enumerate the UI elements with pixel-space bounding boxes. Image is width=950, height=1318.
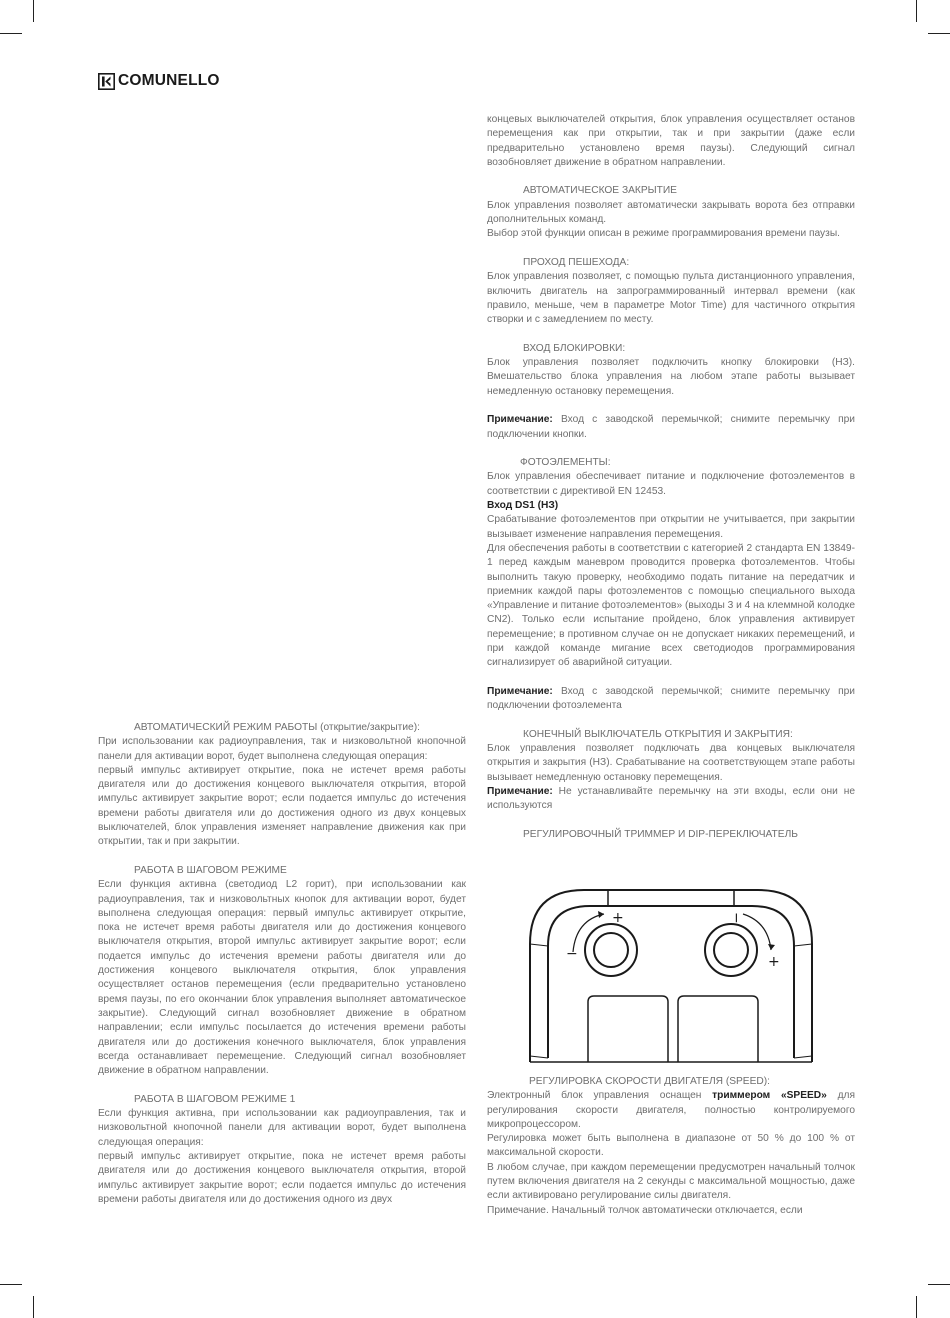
paragraph: Регулировка может быть выполнена в диапазоне от 50 % до 100 % от максимальной скорости. [487, 1133, 855, 1159]
board-top-tab [608, 890, 734, 906]
note-text: Вход с заводской перемычкой; снимите перемычку при подключении фотоэлемента [487, 685, 855, 712]
section-title: АВТОМАТИЧЕСКОЕ ЗАКРЫТИЕ [523, 185, 677, 197]
note [487, 413, 855, 442]
trimmer-right-outer [705, 924, 757, 976]
paragraph: Срабатывание фотоэлементов при открытии не учитывается, при закрытии вызывает изменение направления перемещения. [487, 514, 855, 540]
trimmer-diagram [528, 886, 814, 1064]
paragraph: Примечание. Начальный толчок автоматически отключается, если [487, 1204, 803, 1216]
speed-section [487, 1075, 855, 1218]
trimmer-left-inner [594, 933, 628, 967]
subsection-title: Вход DS1 (НЗ) [487, 500, 559, 512]
connector-right [678, 996, 758, 1062]
section-title: ПРОХОД ПЕШЕХОДА: [523, 256, 630, 268]
connector-left [588, 996, 668, 1062]
paragraph: Электронный блок управления оснащен триммером «SPEED» для регулирования скорости двигателя, полностью контролируемого микропроцессором. [487, 1090, 855, 1130]
trimmer-right-inner [714, 933, 748, 967]
crop-mark [33, 1296, 34, 1318]
section-title: КОНЕЧНЫЙ ВЫКЛЮЧАТЕЛЬ ОТКРЫТИЯ И ЗАКРЫТИЯ: [523, 728, 793, 740]
plus-left-sign: + [612, 910, 624, 926]
section-title: РАБОТА В ШАГОВОМ РЕЖИМЕ 1 [134, 1093, 296, 1105]
note-text: Вход с заводской перемычкой; снимите перемычку при подключении кнопки. [487, 414, 855, 440]
comunello-logo-icon [98, 73, 115, 90]
section-title: ФОТОЭЛЕМЕНТЫ: [520, 457, 611, 469]
note [487, 685, 855, 714]
arrow-left-head [598, 911, 604, 918]
section-title: РЕГУЛИРОВОЧНЫЙ ТРИММЕР И DIP-ПЕРЕКЛЮЧАТЕЛЬ [523, 828, 798, 840]
minus-left-sign: − [566, 946, 578, 962]
paragraph: Блок управления позволяет подключать два концевых выключателя открытия и закрытия (НЗ). Срабатывание на соответствующем этапе работы вызывает немедленную остановку перемещения. [487, 743, 855, 783]
crop-mark [916, 0, 917, 22]
board-outline [530, 890, 812, 1062]
note-label: Примечание: [487, 685, 553, 697]
section-title: РЕГУЛИРОВКА СКОРОСТИ ДВИГАТЕЛЯ (SPEED): [529, 1076, 770, 1087]
note-label: Примечание: [487, 785, 553, 797]
section-title: АВТОМАТИЧЕСКИЙ РЕЖИМ РАБОТЫ (открытие/закрытие): [134, 722, 420, 733]
section-title: ВХОД БЛОКИРОВКИ: [523, 342, 626, 354]
intro-text: концевых выключателей открытия, блок управления осуществляет останов перемещения как при открытии, так и при закрытии (даже если предварительно установлено время паузы). Следующий сигнал возобновляет движение в обратном направлении. [487, 114, 855, 168]
crop-mark [928, 1284, 950, 1285]
right-column [487, 113, 855, 842]
paragraph: Блок управления обеспечивает питание и подключение фотоэлементов в соответствии с директивой EN 12453. [487, 471, 855, 497]
left-column [98, 721, 466, 1207]
note-label: Примечание: [487, 414, 553, 426]
paragraph: Для обеспечения работы в соответствии с категорией 2 стандарта EN 13849-1 перед каждым маневром проводится проверка фотоэлементов. Чтобы выполнить такую проверку, необходимо подать питание на передатчик и приемник каждой пары фотоэлементов с помощью специального выхода «Управление и питание фотоэлементов» (выходы 3 и 4 на клеммной колодке CN2). Только если испытание пройдено, блок управления активирует перемещение; в противном случае он не допускает никаких перемещений, и при каждой команде мигание всех светодиодов программирования сигнализирует об аварийной ситуации. [487, 542, 855, 669]
section-title: РАБОТА В ШАГОВОМ РЕЖИМЕ [134, 864, 287, 876]
paragraph: Блок управления позволяет подключить кнопку блокировки (НЗ). Вмешательство блока управления на любом этапе работы вызывает немедленную остановку перемещения. [487, 357, 855, 397]
arrow-right-head [768, 944, 775, 950]
trimmer-left-outer [585, 924, 637, 976]
plus-right-sign: + [768, 954, 780, 970]
paragraph: Если функция активна (светодиод L2 горит), при использовании как радиоуправления, так и низковольтных кнопок для активации ворот, будет выполнена следующая операция: первый импульс активирует открытие, пока не истечет время работы двигателя или до достижения концевого выключателя открытия, второй импульс активирует закрытие ворот; если подается импульс до истечения времени работы двигателя или до достижения концевого выключателя открытия, блок управления осуществляет останов перемещения (если предварительно установлено время паузы, по его окончании блок управления выполняет автоматическое закрытие). Следующий сигнал возобновляет движение в обратном направлении; если импульс посылается до истечения времени работы двигателя или до достижения конечного выключателя, блок управления всегда останавливает перемещение. Следующий сигнал возобновляет движение в обратном направлении. [98, 879, 466, 1077]
crop-mark [0, 33, 22, 34]
paragraph: Выбор этой функции описан в режиме программирования времени паузы. [487, 228, 840, 240]
note-text: Не устанавливайте перемычку на эти входы, если они не используются [487, 785, 855, 812]
paragraph: Блок управления позволяет автоматически закрывать ворота без отправки дополнительных команд. [487, 199, 855, 226]
minus-right-sign: − [728, 912, 744, 924]
board-inner-outline [548, 906, 794, 1058]
crop-mark [33, 0, 34, 22]
paragraph: Блок управления позволяет, с помощью пульта дистанционного управления, включить двигатель на запрограммированный интервал времени (как правило, меньше, чем в параметре Motor Time) для частичного открытия створки и с замедлением по месту. [487, 271, 855, 326]
crop-mark [0, 1284, 22, 1285]
brand-name: COMUNELLO [118, 72, 220, 89]
note [487, 785, 855, 814]
paragraph: В любом случае, при каждом перемещении предусмотрен начальный толчок путем включения двигателя на 2 секунды с максимальной мощностью, даже если активировано регулирование силы двигателя. [487, 1161, 855, 1202]
brand-logo [98, 72, 220, 90]
crop-mark [928, 33, 950, 34]
paragraph: При использовании как радиоуправления, так и низковольтной кнопочной панели для активации ворот, будет выполнена следующая операция: [98, 736, 466, 762]
paragraph: первый импульс активирует открытие, пока не истечет время работы двигателя или до достижения концевого выключателя открытия, второй импульс активирует закрытие ворот; если подается импульс до истечения времени работы двигателя или до достижения одного из двух [98, 1150, 466, 1205]
paragraph: Если функция активна, при использовании как радиоуправления, так и низковольтной кнопочной панели для активации ворот, будет выполнена следующая операция: [98, 1108, 466, 1148]
paragraph: первый импульс активирует открытие, пока не истечет время работы двигателя или до достижения концевого выключателя открытия, второй импульс активирует закрытие ворот; если подается импульс до истечения времени работы двигателя или до достижения одного из двух концевых выключателей, блок управления изменяет направление движения как при открытии, так и при закрытии. [98, 764, 466, 848]
crop-mark [916, 1296, 917, 1318]
